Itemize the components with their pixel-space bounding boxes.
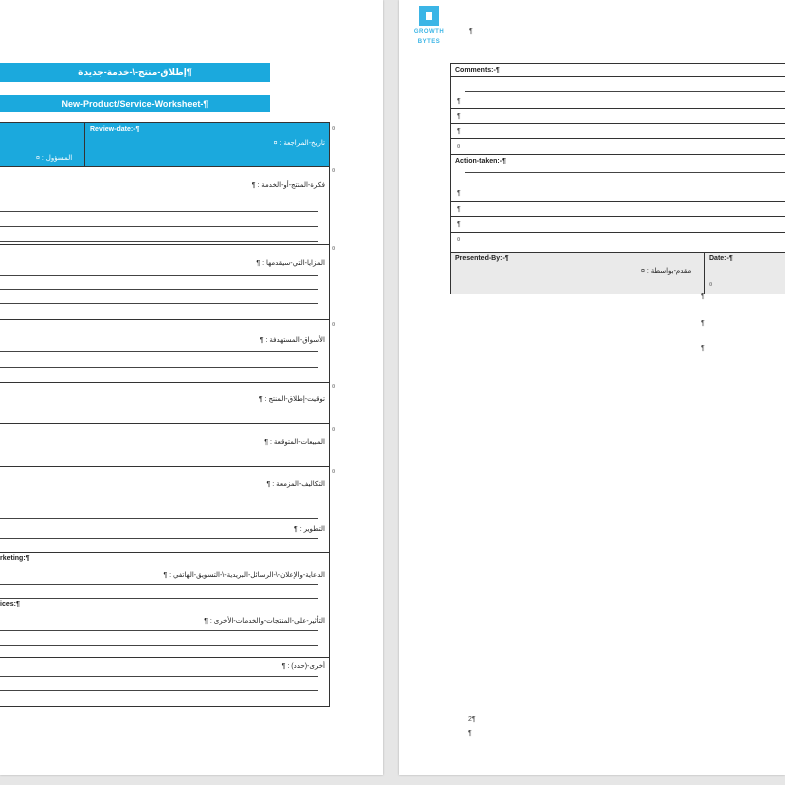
row-separator (451, 201, 785, 202)
answer-line[interactable] (0, 211, 318, 212)
row-separator (451, 76, 785, 77)
section-label: أخرى-(حدد) : ¶ (281, 663, 325, 670)
pilcrow: ¶ (457, 128, 461, 135)
section-label: التأثير-على-المنتجات-والخدمات-الأخرى : ¶ (204, 618, 325, 625)
cell-end-mark: ¤ (332, 246, 336, 252)
section-label: توقيت-إطلاق-المنتج : ¶ (258, 396, 325, 403)
pilcrow: ¶ (701, 320, 705, 327)
answer-line[interactable] (0, 690, 318, 691)
presented-by-label: Presented-By:-¶ (455, 255, 509, 262)
marketing-label: rketing:¶ (0, 555, 30, 562)
answer-line[interactable] (0, 289, 318, 290)
cell-end-mark: ¤ (332, 126, 336, 132)
cell-end-mark: ¤ (332, 469, 336, 475)
cell-mark: ¤ (457, 237, 461, 243)
section-separator (0, 244, 329, 245)
section-label: الدعاية-والإعلان-\-الرسائل-البريدية-\-التسويق-الهاتفي : ¶ (163, 572, 325, 579)
signature-divider (704, 253, 705, 294)
section-separator (0, 466, 329, 467)
page-number: 2¶ (468, 716, 476, 723)
presented-by-ar-label: مقدم-بواسطة : ¤ (641, 268, 692, 275)
answer-line[interactable] (0, 598, 318, 599)
row-separator (451, 232, 785, 233)
section-separator (451, 154, 785, 155)
comments-table (450, 63, 785, 294)
section-separator (0, 319, 329, 320)
cell-mark: ¤ (709, 282, 713, 288)
title-arabic-banner (0, 63, 270, 82)
title-english-banner (0, 95, 270, 112)
header-pilcrow: ¶ (469, 28, 473, 35)
action-taken-label: Action-taken:-¶ (455, 158, 506, 165)
header-divider (84, 123, 85, 166)
form-header (0, 123, 329, 167)
section-label: فكرة-المنتج-أو-الخدمة : ¶ (251, 182, 325, 189)
date-label: Date:-¶ (709, 255, 733, 262)
answer-line[interactable] (0, 518, 318, 519)
row-separator (451, 216, 785, 217)
logo-line-2: BYTES (417, 39, 441, 45)
pilcrow: ¶ (457, 190, 461, 197)
pilcrow: ¶ (457, 221, 461, 228)
answer-line[interactable] (0, 241, 318, 242)
answer-line[interactable] (0, 630, 318, 631)
worksheet-form (0, 122, 330, 707)
section-label: التطوير : ¶ (294, 526, 325, 533)
answer-line[interactable] (0, 226, 318, 227)
pilcrow: ¶ (457, 98, 461, 105)
pilcrow: ¶ (457, 206, 461, 213)
cell-end-mark: ¤ (332, 168, 336, 174)
growth-bytes-logo (409, 6, 449, 46)
section-label: الأسواق-المستهدفة : ¶ (259, 337, 325, 344)
review-date-label: Review-date:-¶ (90, 126, 140, 133)
pilcrow: ¶ (701, 293, 705, 300)
cell-end-mark: ¤ (332, 427, 336, 433)
row-separator (451, 138, 785, 139)
answer-line[interactable] (0, 351, 318, 352)
responsible-label: المسؤول : ¤ (36, 155, 73, 162)
section-separator (0, 423, 329, 424)
logo-line-1: GROWTH (413, 29, 445, 35)
review-date-ar-label: تاريخ-المراجعة : ¤ (273, 140, 325, 147)
pilcrow: ¶ (701, 345, 705, 352)
section-label: المزايا-التي-سيقدمها : ¶ (256, 260, 325, 267)
answer-line[interactable] (0, 303, 318, 304)
signature-row (451, 252, 785, 294)
answer-line[interactable] (0, 367, 318, 368)
section-separator (0, 382, 329, 383)
footer-pilcrow: ¶ (468, 730, 472, 737)
comments-label: Comments:-¶ (455, 67, 500, 74)
page-left (0, 0, 383, 775)
page-right (399, 0, 785, 775)
answer-line[interactable] (0, 538, 318, 539)
row-separator (451, 108, 785, 109)
section-label: المبيعات-المتوقعة : ¶ (264, 439, 325, 446)
pilcrow: ¶ (457, 113, 461, 120)
comment-line[interactable] (465, 91, 785, 92)
answer-line[interactable] (0, 584, 318, 585)
action-line[interactable] (465, 172, 785, 173)
title-english: New-Product/Service-Worksheet-¶ (61, 98, 209, 109)
section-separator (0, 552, 329, 553)
section-label: التكاليف-المزمعة : ¶ (266, 481, 325, 488)
answer-line[interactable] (0, 676, 318, 677)
cell-end-mark: ¤ (332, 384, 336, 390)
answer-line[interactable] (0, 275, 318, 276)
answer-line[interactable] (0, 645, 318, 646)
cell-mark: ¤ (457, 144, 461, 150)
row-separator (451, 123, 785, 124)
section-separator (0, 657, 329, 658)
logo-icon (419, 6, 439, 26)
title-arabic: ¶إطلاق-منتج-\-خدمة-جديدة (78, 67, 192, 77)
cell-end-mark: ¤ (332, 322, 336, 328)
services-label: ices:¶ (0, 601, 20, 608)
